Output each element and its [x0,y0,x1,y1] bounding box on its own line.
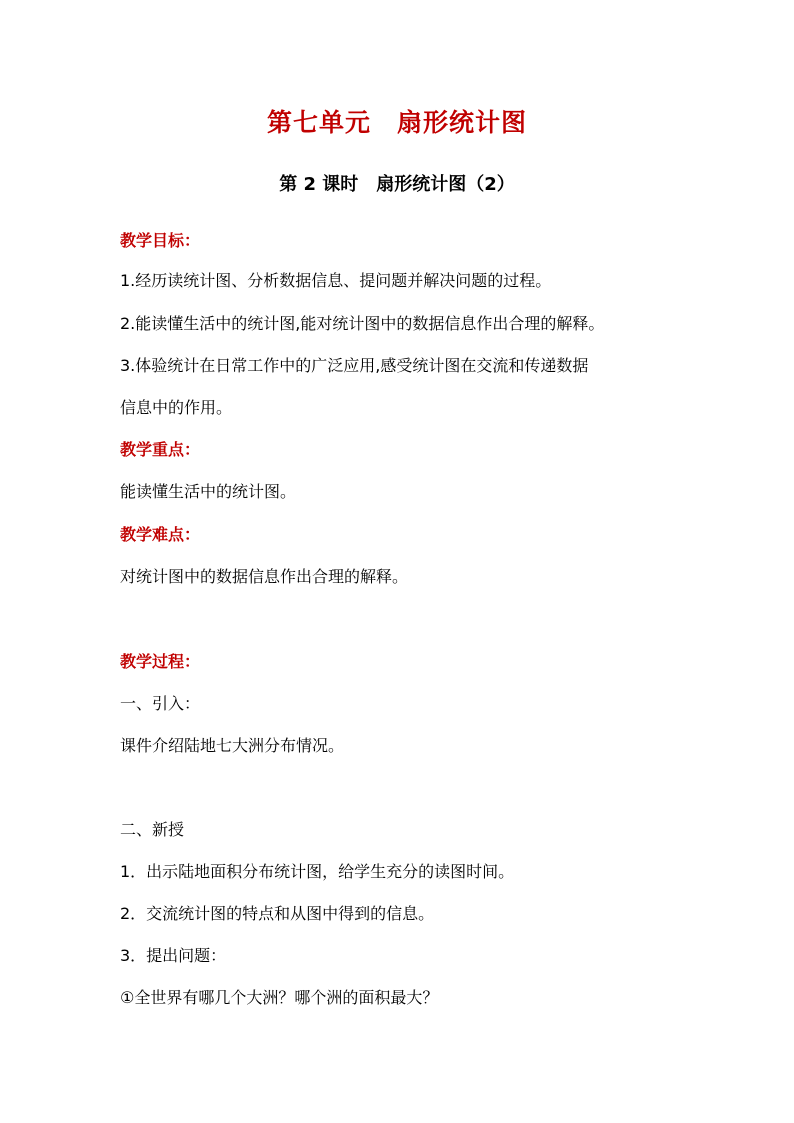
question-item: ①全世界有哪几个大洲？哪个洲的面积最大？ [120,988,439,1007]
intro-text: 课件介绍陆地七大洲分布情况。 [120,736,345,755]
new-lesson-item: 1．出示陆地面积分布统计图，给学生充分的读图时间。 [120,862,515,881]
new-lesson-heading: 二、新授 [120,820,185,839]
objectives-heading: 教学目标： [120,231,201,250]
unit-title: 第七单元 扇形统计图 [266,108,527,137]
difficulty-text: 对统计图中的数据信息作出合理的解释。 [120,567,409,586]
intro-heading: 一、引入： [120,694,201,713]
new-lesson-item: 3．提出问题： [120,946,227,965]
key-point-text: 能读懂生活中的统计图。 [120,482,297,501]
difficulty-heading: 教学难点： [120,525,201,544]
process-heading: 教学过程： [120,652,201,671]
lesson-subtitle: 第 2 课时 扇形统计图（2） [279,174,515,195]
key-point-heading: 教学重点： [120,440,201,459]
objective-item: 3.体验统计在日常工作中的广泛应用,感受统计图在交流和传递数据 [120,356,589,375]
objective-item-continuation: 信息中的作用。 [120,398,233,417]
objective-item: 1.经历读统计图、分析数据信息、提问题并解决问题的过程。 [120,271,552,290]
objective-item: 2.能读懂生活中的统计图,能对统计图中的数据信息作出合理的解释。 [120,314,605,333]
new-lesson-item: 2．交流统计图的特点和从图中得到的信息。 [120,904,435,923]
